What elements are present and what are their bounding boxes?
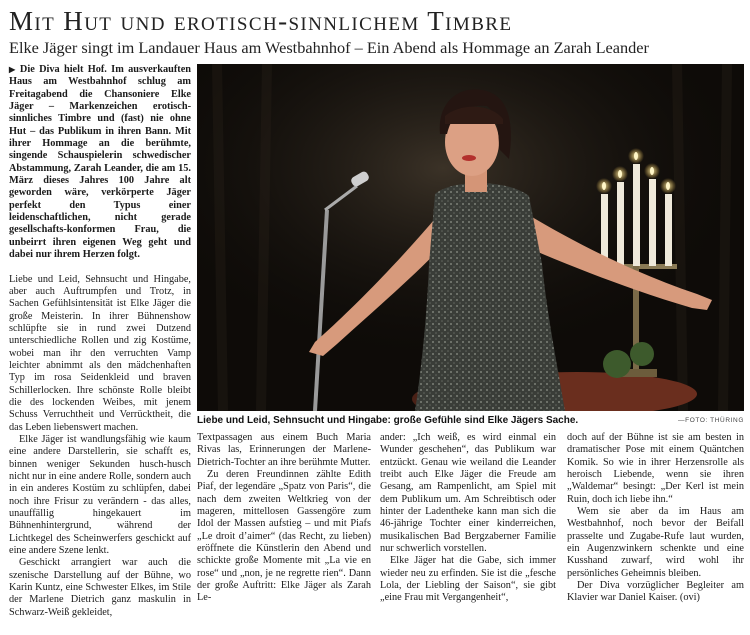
body-paragraph: Elke Jäger ist wandlungsfähig wie kaum eine andere Darstellerin, sie schafft es, binnen weniger Sekunden husch-husch nicht nur in eine andere Rolle, sondern auch in ein anderes Kostüm zu schlüpfen, dabei noch ihre Frisur zu verändern - das alles, unauffällig hingekauert im Bühnenhintergrund, während der Lichtkegel des Scheinwerfers geschickt auf eine andere Szene lenkt. — [9, 433, 191, 557]
body-paragraph: ander: „Ich weiß, es wird einmal ein Wunder geschehen“, das Publikum war entzückt. Genau wie weiland die Leander treibt auch Elke Jäger die Freude am Gesang, am Rampenlicht, am Spiel mit dem Publikum um. Am Schreibtisch oder hinter der Ladentheke kann man sich die 46-jährige Tochter einer kinderreichen, musikalischen Bad Bergzaberner Familie nur schwerlich vorstellen. — [380, 432, 556, 555]
triangle-marker-icon: ▶ — [9, 65, 17, 74]
article-column-3 — [380, 432, 556, 630]
lead-text: Die Diva hielt Hof. Im ausverkauften Haus am Westbahnhof schlug am Freitagabend die Chansoniere Elke Jäger – Markenzeichen erotisch-sinnliches Timbre und (fast) nie ohne Hut – das Publikum in ihren Bann. Mit ihrer Hommage an die berühmte, singende Schauspielerin schwedischer Abstammung, Zarah Leander, die am 15. März dieses Jahres 100 Jahre alt geworden wäre, verkörperte Jäger perfekt den Typus einer leidenschaftlichen, nicht gerade gesellschafts-konformen Frau, die unbeirrt ihren eigenen Weg geht und dabei nur ihrem Herzen folgt. — [9, 64, 192, 261]
body-paragraph: Liebe und Leid, Sehnsucht und Hingabe, aber auch Auftrumpfen und Trotz, in Sachen Gefühlsintensität ist Elke Jäger die große Meisterin. In ihrer Bühnenshow schlüpfte sie in rund zwei Dutzend unterschiedliche Rollen und zig Kostüme, wobei man ihr den verruchten Vamp leichter abnimmt als den mädchenhaften Typ im rosa Seidenkleid und braven Schillerlocken. Ihre schönste Rolle bleibt die des lockenden Weibes, mit jenem Schuss Verruchtheit und Verrücktheit, die das Leben liebenswert machen. — [9, 273, 191, 433]
singer-on-stage-image — [197, 64, 744, 411]
headline: Mit Hut und erotisch-sinnlichem Timbre — [9, 6, 513, 36]
lead-paragraph — [9, 64, 191, 262]
body-paragraph: Der Diva vorzüglicher Begleiter am Klavier war Daniel Kaiser. (ovi) — [567, 580, 744, 604]
body-paragraph: Geschickt arrangiert war auch die szenische Darstellung auf der Bühne, wo Karin Kuntz, eine Schwester Elkes, im Stile der Marlene Dietrich ganz maskulin in Schwarz-Weiß gekleidet, — [9, 557, 191, 618]
caption-text: Liebe und Leid, Sehnsucht und Hingabe: große Gefühle sind Elke Jägers Sache. — [197, 415, 579, 426]
body-paragraph: Wem sie aber da im Haus am Westbahnhof, noch bevor der Beifall prasselte und Zugabe-Rufe laut wurden, ein Augenzwinkern schenkte und eine Kusshand zuwarf, wird wohl ihr persönliches Geheimnis bleiben. — [567, 506, 744, 579]
subheadline: Elke Jäger singt im Landauer Haus am Westbahnhof – Ein Abend als Hommage an Zarah Leander — [9, 38, 649, 57]
body-paragraph: Elke Jäger hat die Gabe, sich immer wieder neu zu erfinden. Sie ist die „fesche Lola, der Liebling der Saison“, sie gibt „eine Frau mit Vergangenheit“, — [380, 555, 556, 604]
article-column-1 — [9, 64, 191, 630]
article-column-2 — [197, 432, 371, 630]
photo-credit: —FOTO: THÜRING — [678, 417, 744, 424]
body-paragraph: Textpassagen aus einem Buch Maria Rivas las, Erinnerungen der Marlene-Dietrich-Tochter an ihre berühmte Mutter. — [197, 432, 371, 468]
body-paragraph: doch auf der Bühne ist sie am besten in dramatischer Pose mit einem Quäntchen Komik. So wie in ihrer Herzensrolle als heroisch Liebende, wenn sie ihren „Waldemar“ besingt: „Der Kerl ist mein Ruin, doch ich liebe ihn.“ — [567, 432, 744, 505]
body-paragraph: Zu deren Freundinnen zählte Edith Piaf, der legendäre „Spatz von Paris“, die nach dem zweiten Weltkrieg von der mageren, mittellosen Gassengöre zum Idol der Massen aufstieg – und mit Piafs „Le droit d’aimer“ (das Recht, zu lieben) eröffnete die Künstlerin den Abend und schickte große Momente mit „La vie en rose“ und „non, je ne regrette rien“. Dann der große Auftritt: Elke Jäger als Zarah Le- — [197, 469, 371, 604]
performance-photo — [197, 64, 744, 411]
article-column-4 — [567, 432, 744, 630]
photo-caption — [197, 414, 744, 428]
